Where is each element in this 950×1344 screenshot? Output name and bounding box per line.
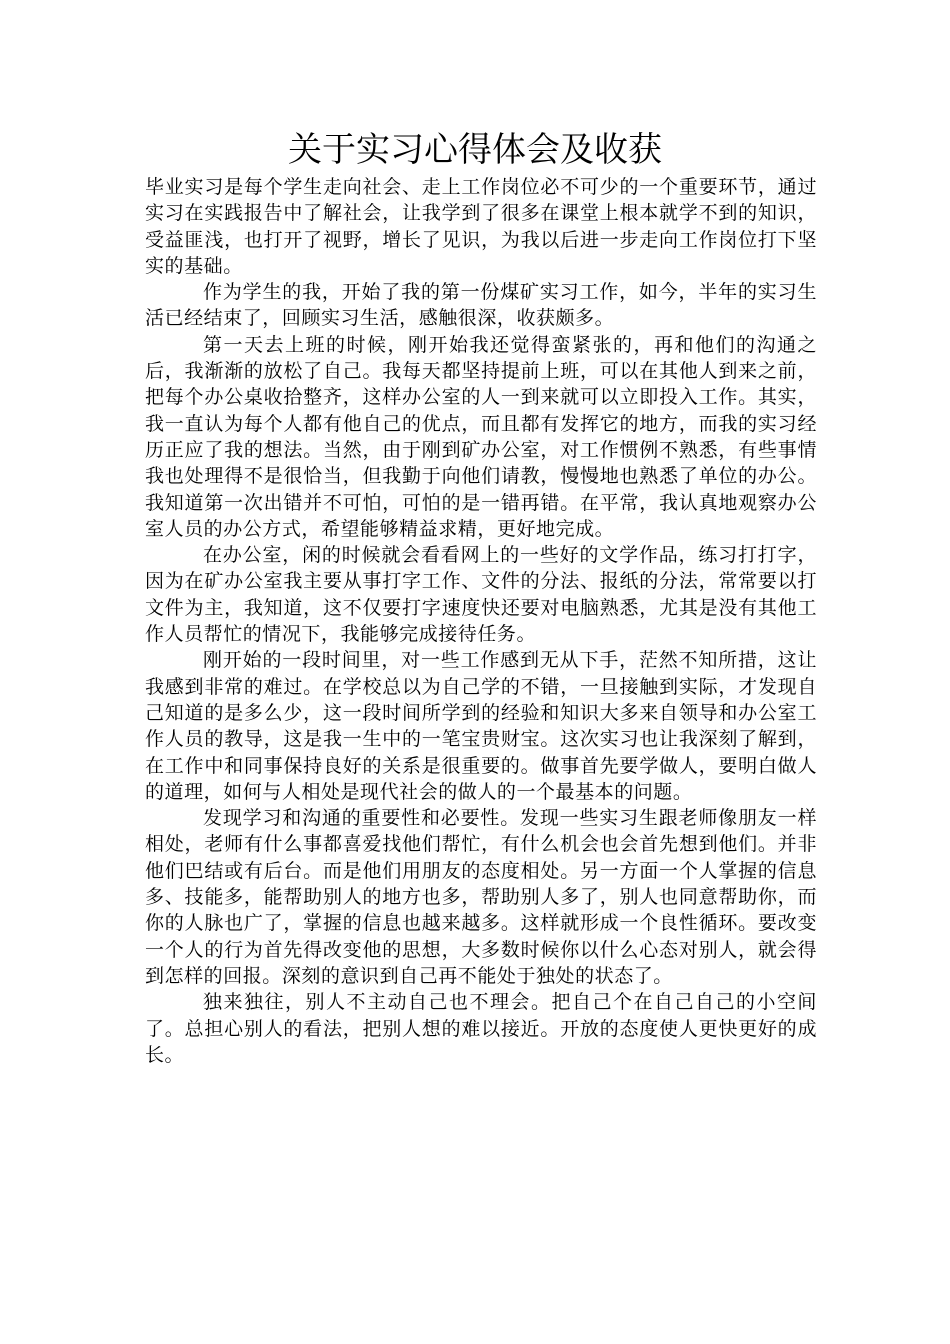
document-title: 关于实习心得体会及收获 (288, 130, 662, 170)
paragraph-intro: 毕业实习是每个学生走向社会、走上工作岗位必不可少的一个重要环节，通过实习在实践报告中了解社会，让我学到了很多在课堂上根本就学不到的知识，受益匪浅，也打开了视野，增长了见识，为我以后进一步走向工作岗位打下坚实的基础。 (145, 176, 817, 277)
paragraph-early-struggles: 刚开始的一段时间里，对一些工作感到无从下手，茫然不知所措，这让我感到非常的难过。在学校总以为自己学的不错，一旦接触到实际，才发现自己知道的是多么少，这一段时间所学到的经验和知识大多来自领导和办公室工作人员的教导，这是我一生中的一笔宝贵财宝。这次实习也让我深刻了解到，在工作中和同事保持良好的关系是很重要的。做事首先要学做人，要明白做人的道理，如何与人相处是现代社会的做人的一个最基本的问题。 (145, 649, 817, 803)
paragraph-communication: 发现学习和沟通的重要性和必要性。发现一些实习生跟老师像朋友一样相处，老师有什么事都喜爱找他们帮忙，有什么机会也会首先想到他们。并非他们巴结或有后台。而是他们用朋友的态度相处。另一方面一个人掌握的信息多、技能多，能帮助别人的地方也多，帮助别人多了，别人也同意帮助你，而你的人脉也广了，掌握的信息也越来越多。这样就形成一个良性循环。要改变一个人的行为首先得改变他的思想，大多数时候你以什么心态对别人，就会得到怎样的回报。深刻的意识到自己再不能处于独处的状态了。 (145, 807, 817, 987)
paragraph-openness: 独来独往，别人不主动自己也不理会。把自己个在自己自己的小空间了。总担心别人的看法，把别人想的难以接近。开放的态度使人更快更好的成长。 (145, 991, 817, 1066)
paragraph-office-work: 在办公室，闲的时候就会看看网上的一些好的文学作品，练习打打字，因为在矿办公室我主要从事打字工作、文件的分法、报纸的分法，常常要以打文件为主，我知道，这不仅要打字速度快还要对电脑熟悉，尤其是没有其他工作人员帮忙的情况下，我能够完成接待任务。 (145, 544, 817, 646)
document-body (145, 174, 817, 1068)
paragraph-first-day: 第一天去上班的时候，刚开始我还觉得蛮紧张的，再和他们的沟通之后，我渐渐的放松了自己。我每天都坚持提前上班，可以在其他人到来之前，把每个办公桌收拾整齐，这样办公室的人一到来就可以立即投入工作。其实，我一直认为每个人都有他自己的优点，而且都有发挥它的地方，而我的实习经历正应了我的想法。当然，由于刚到矿办公室，对工作惯例不熟悉，有些事情我也处理得不是很恰当，但我勤于向他们请教，慢慢地也熟悉了单位的办公。我知道第一次出错并不可怕，可怕的是一错再错。在平常，我认真地观察办公室人员的办公方式，希望能够精益求精，更好地完成。 (145, 333, 817, 540)
paragraph-first-job: 作为学生的我，开始了我的第一份煤矿实习工作，如今，半年的实习生活已经结束了，回顾实习生活，感触很深，收获颇多。 (145, 281, 817, 330)
